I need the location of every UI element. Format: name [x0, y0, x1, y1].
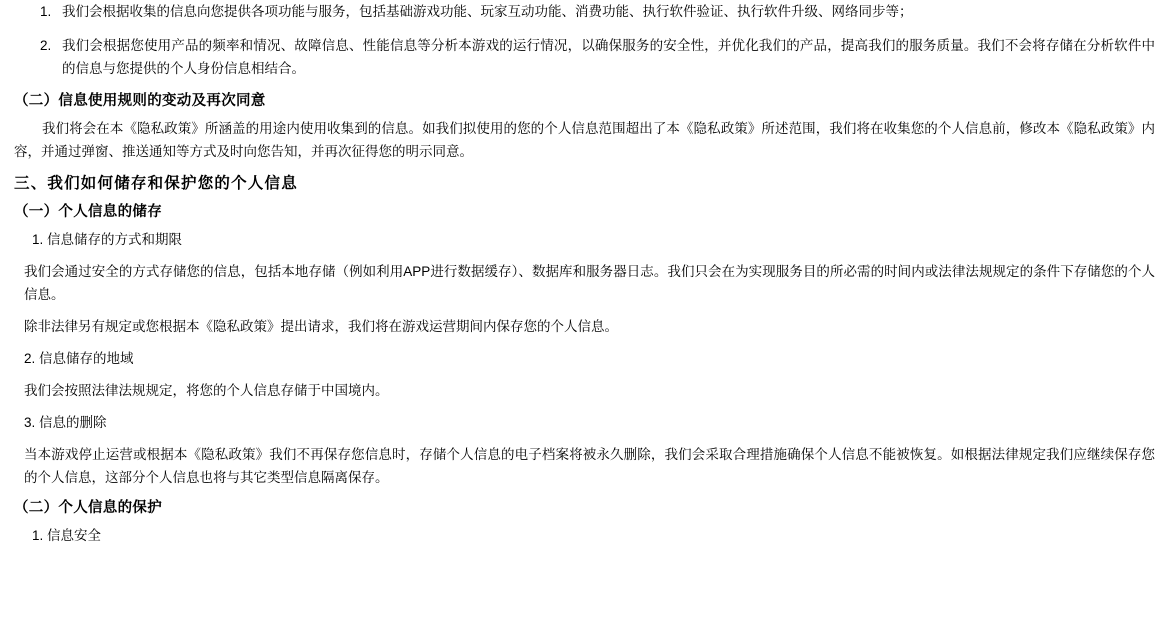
list-item: 我们会根据您使用产品的频率和情况、故障信息、性能信息等分析本游戏的运行情况，以确保服务的安全性，并优化我们的产品，提高我们的服务质量。我们不会将存储在分析软件中的信息与您提供的个人身份信息相结合。 — [62, 38, 1155, 76]
paragraph-information-deletion: 当本游戏停止运营或根据本《隐私政策》我们不再保存您信息时，存储个人信息的电子档案将被永久删除，我们会采取合理措施确保个人信息不能被恢复。如根据法律规定我们应继续保存您的个人信息，这部分个人信息也将与其它类型信息隔离保存。 — [24, 447, 1155, 485]
sub-item-storage-region: 2. 信息储存的地域 — [24, 351, 134, 366]
section-heading-storage-protection: 三、我们如何储存和保护您的个人信息 — [14, 175, 298, 192]
list-item: 我们会根据收集的信息向您提供各项功能与服务，包括基础游戏功能、玩家互动功能、消费功能、执行软件验证、执行软件升级、网络同步等； — [62, 4, 913, 19]
paragraph-storage-method: 我们会通过安全的方式存储您的信息，包括本地存储（例如利用APP进行数据缓存）、数据库和服务器日志。我们只会在为实现服务目的所必需的时间内或法律法规规定的条件下存储您的个人信息。 — [24, 264, 1155, 302]
sub-item-information-deletion: 3. 信息的删除 — [24, 415, 107, 430]
paragraph-storage-duration: 除非法律另有规定或您根据本《隐私政策》提出请求，我们将在游戏运营期间内保存您的个人信息。 — [24, 319, 618, 334]
sub-item-storage-method: 1. 信息储存的方式和期限 — [32, 232, 183, 247]
usage-purpose-list — [14, 0, 1155, 80]
sub-item-information-security: 1. 信息安全 — [32, 528, 102, 543]
paragraph-usage-change: 我们将会在本《隐私政策》所涵盖的用途内使用收集到的信息。如我们拟使用的您的个人信息范围超出了本《隐私政策》所述范围，我们将在收集您的个人信息前，修改本《隐私政策》内容，并通过弹窗、推送通知等方式及时向您告知，并再次征得您的明示同意。 — [14, 121, 1155, 159]
paragraph-storage-region: 我们会按照法律法规规定，将您的个人信息存储于中国境内。 — [24, 383, 389, 398]
section-heading-usage-change: （二）信息使用规则的变动及再次同意 — [14, 93, 266, 109]
section-heading-protection: （二）个人信息的保护 — [14, 500, 162, 516]
section-heading-storage: （一）个人信息的储存 — [14, 204, 162, 220]
